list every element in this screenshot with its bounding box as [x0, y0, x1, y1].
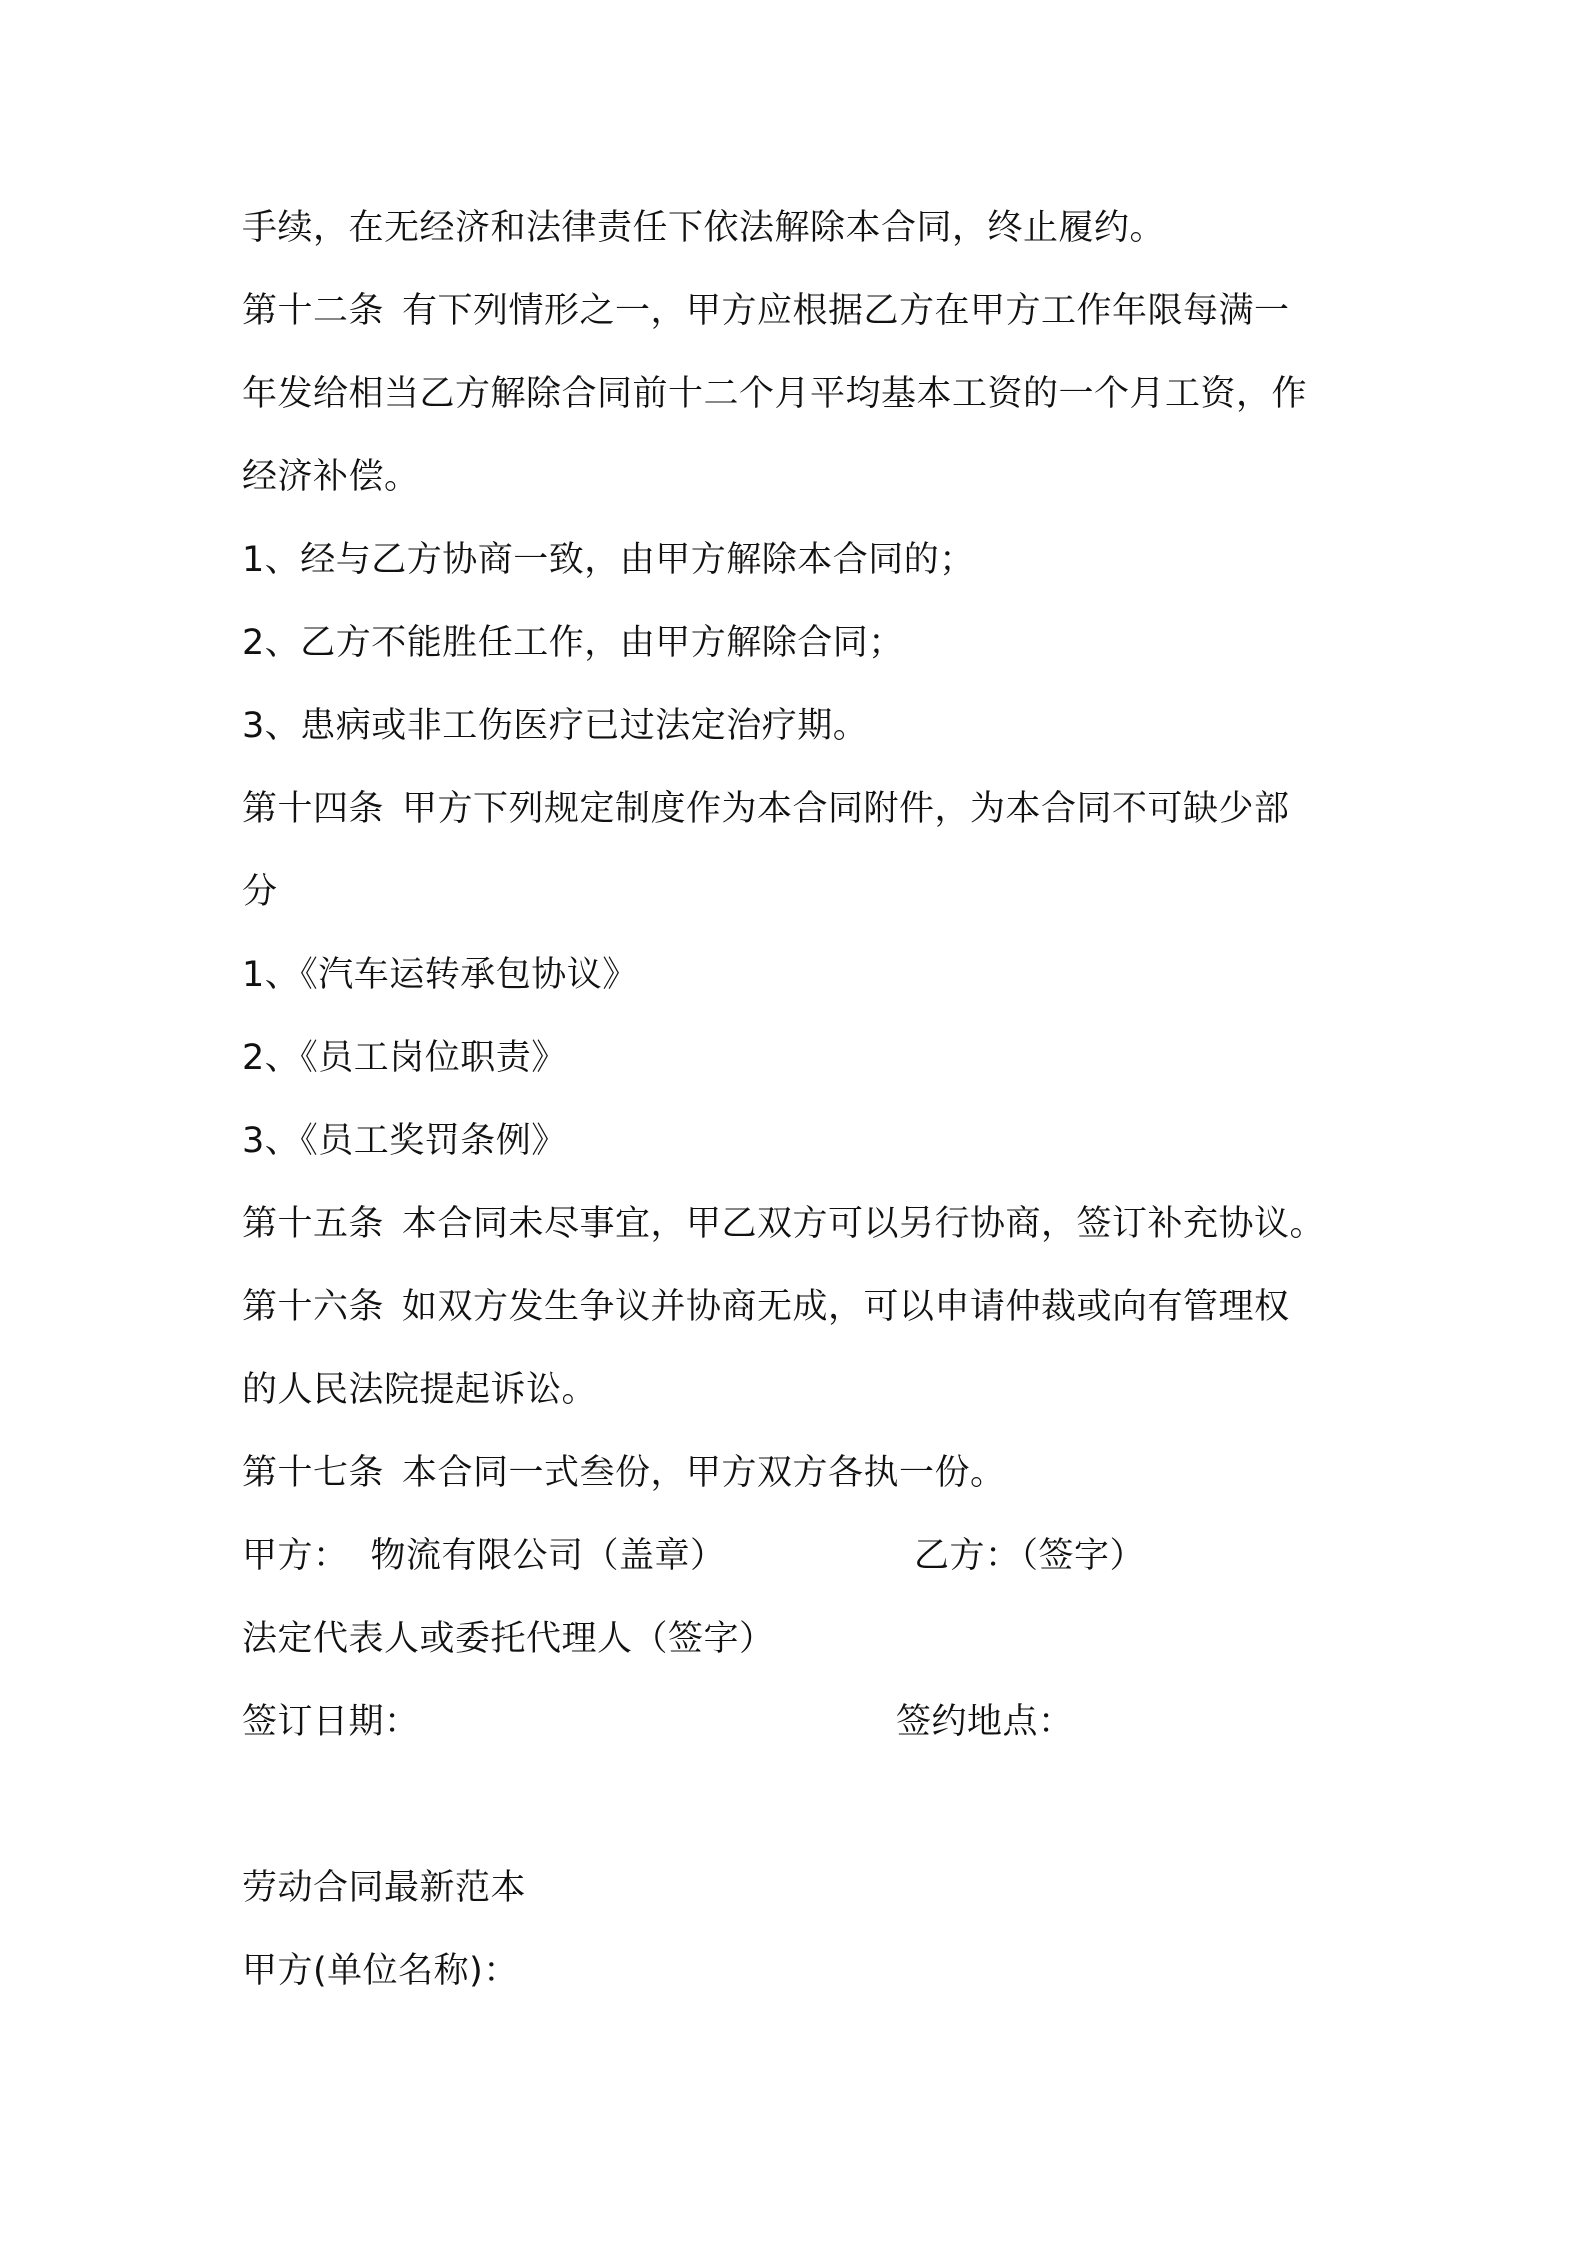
article-text: 甲方下列规定制度作为本合同附件，为本合同不可缺少部 — [402, 789, 1290, 829]
text-line — [242, 870, 278, 914]
article-text: 有下列情形之一，甲方应根据乙方在甲方工作年限每满一 — [402, 291, 1290, 331]
party-a-value: 物流有限公司（盖章） — [370, 1536, 726, 1576]
article-12-heading — [242, 289, 1290, 333]
article-text: 本合同未尽事宜，甲乙双方可以另行协商，签订补充协议。 — [402, 1204, 1326, 1244]
article-16-heading — [242, 1285, 1290, 1329]
article-14-heading — [242, 787, 1290, 831]
list-item — [242, 953, 638, 997]
list-item-text: 1、《汽车运转承包协议》 — [242, 955, 638, 995]
representative-line — [242, 1617, 775, 1661]
article-number: 第十七条 — [242, 1453, 385, 1493]
list-item — [242, 1119, 567, 1163]
list-item — [242, 538, 975, 582]
article-text: 如双方发生争议并协商无成，可以申请仲裁或向有管理权 — [402, 1287, 1290, 1327]
representative-label: 法定代表人或委托代理人（签字） — [242, 1619, 775, 1659]
sign-place-label: 签约地点： — [896, 1702, 1074, 1742]
party-a-unit-label: 甲方(单位名称)： — [242, 1951, 519, 1991]
article-number: 第十五条 — [242, 1204, 385, 1244]
text-line — [242, 372, 1307, 416]
party-a-signature-line — [242, 1534, 726, 1578]
line-text: 经济补偿。 — [242, 457, 420, 497]
sign-place — [896, 1700, 1074, 1744]
list-item — [242, 621, 904, 665]
text-line — [242, 206, 1165, 250]
line-text: 手续，在无经济和法律责任下依法解除本合同，终止履约。 — [242, 208, 1166, 248]
article-number: 第十六条 — [242, 1287, 385, 1327]
article-text: 本合同一式叁份，甲方双方各执一份。 — [402, 1453, 1006, 1493]
list-item-text: 1、经与乙方协商一致，由甲方解除本合同的； — [242, 540, 975, 580]
line-text: 的人民法院提起诉讼。 — [242, 1370, 598, 1410]
list-item-text: 3、患病或非工伤医疗已过法定治疗期。 — [242, 706, 869, 746]
article-17-heading — [242, 1451, 1006, 1495]
list-item-text: 3、《员工奖罚条例》 — [242, 1121, 567, 1161]
section-title-text: 劳动合同最新范本 — [242, 1868, 527, 1908]
sign-date-label: 签订日期： — [242, 1702, 420, 1742]
list-item — [242, 704, 868, 748]
line-text: 年发给相当乙方解除合同前十二个月平均基本工资的一个月工资，作 — [242, 374, 1308, 414]
list-item — [242, 1036, 567, 1080]
sign-date-line — [242, 1700, 420, 1744]
section-title — [242, 1866, 526, 1910]
article-15-heading — [242, 1202, 1325, 1246]
text-line — [242, 455, 420, 499]
article-number: 第十四条 — [242, 789, 385, 829]
text-line — [242, 1368, 597, 1412]
line-text: 分 — [242, 872, 278, 912]
party-a-unit-line — [242, 1949, 519, 1993]
article-number: 第十二条 — [242, 291, 385, 331]
list-item-text: 2、乙方不能胜任工作，由甲方解除合同； — [242, 623, 904, 663]
party-b-signature — [914, 1534, 1145, 1578]
party-a-label: 甲方： — [242, 1536, 349, 1576]
party-b-label: 乙方：（签字） — [914, 1536, 1146, 1576]
list-item-text: 2、《员工岗位职责》 — [242, 1038, 567, 1078]
